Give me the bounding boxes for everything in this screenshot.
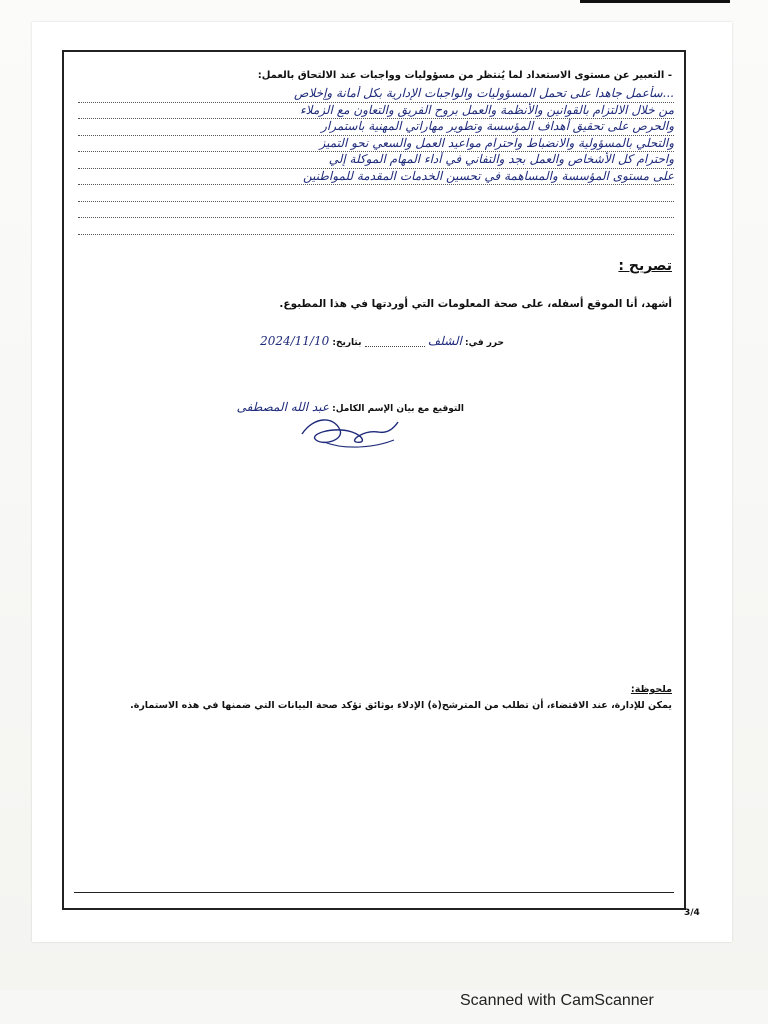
date-label: بتاريخ:	[332, 338, 362, 348]
date-value: 2024/11/10	[260, 334, 330, 348]
empty-dotted-line	[78, 185, 674, 202]
note-title: ملحوظة:	[630, 684, 672, 695]
declaration-statement: أشهد، أنا الموقع أسفله، على صحة المعلومات التي أوردتها في هذا المطبوع.	[279, 298, 672, 310]
footer-divider	[74, 892, 674, 893]
top-edge-mark	[580, 0, 730, 3]
empty-dotted-line	[78, 218, 674, 235]
form-frame	[62, 50, 700, 918]
page-number: 3/4	[684, 908, 700, 918]
handwritten-line: من خلال الالتزام بالقوانين والأنظمة والعمل بروح الفريق والتعاون مع الزملاء	[78, 103, 674, 120]
declaration-title: تصريح :	[618, 258, 672, 274]
empty-dotted-line	[78, 202, 674, 219]
handwritten-line: والحرص على تحقيق أهداف المؤسسة وتطوير مهاراتي المهنية باستمرار	[78, 119, 674, 136]
handwritten-signature	[294, 412, 404, 452]
question-label: - التعبير عن مستوى الاستعداد لما يُنتظر من مسؤوليات وواجبات عند الالتحاق بالعمل:	[257, 70, 672, 81]
camscanner-watermark: Scanned with CamScanner	[460, 992, 654, 1009]
handwritten-line: ...سأعمل جاهدا على تحمل المسؤوليات والواجبات الإدارية بكل أمانة وإخلاص	[78, 86, 674, 103]
note-text: يمكن للإدارة، عند الاقتضاء، أن تطلب من المترشح(ة) الإدلاء بوثائق تؤكد صحة البيانات التي ضمنها في هذه الاستمارة.	[130, 700, 672, 711]
handwritten-line: والتحلي بالمسؤولية والانضباط واحترام مواعيد العمل والسعي نحو التميز	[78, 136, 674, 153]
place-value: الشلف	[427, 334, 462, 348]
place-date-row	[260, 334, 504, 348]
signature-label: التوقيع مع بيان الإسم الكامل:	[332, 404, 464, 414]
place-label: حرر في:	[465, 338, 504, 348]
handwritten-line: على مستوى المؤسسة والمساهمة في تحسين الخدمات المقدمة للمواطنين	[78, 169, 674, 186]
dotted-fill	[365, 338, 425, 347]
handwritten-answer	[78, 86, 674, 235]
signature-name: عبد الله المصطفى	[236, 400, 330, 414]
handwritten-line: واحترام كل الأشخاص والعمل بجد والتفاني في أداء المهام الموكلة إلي	[78, 152, 674, 169]
